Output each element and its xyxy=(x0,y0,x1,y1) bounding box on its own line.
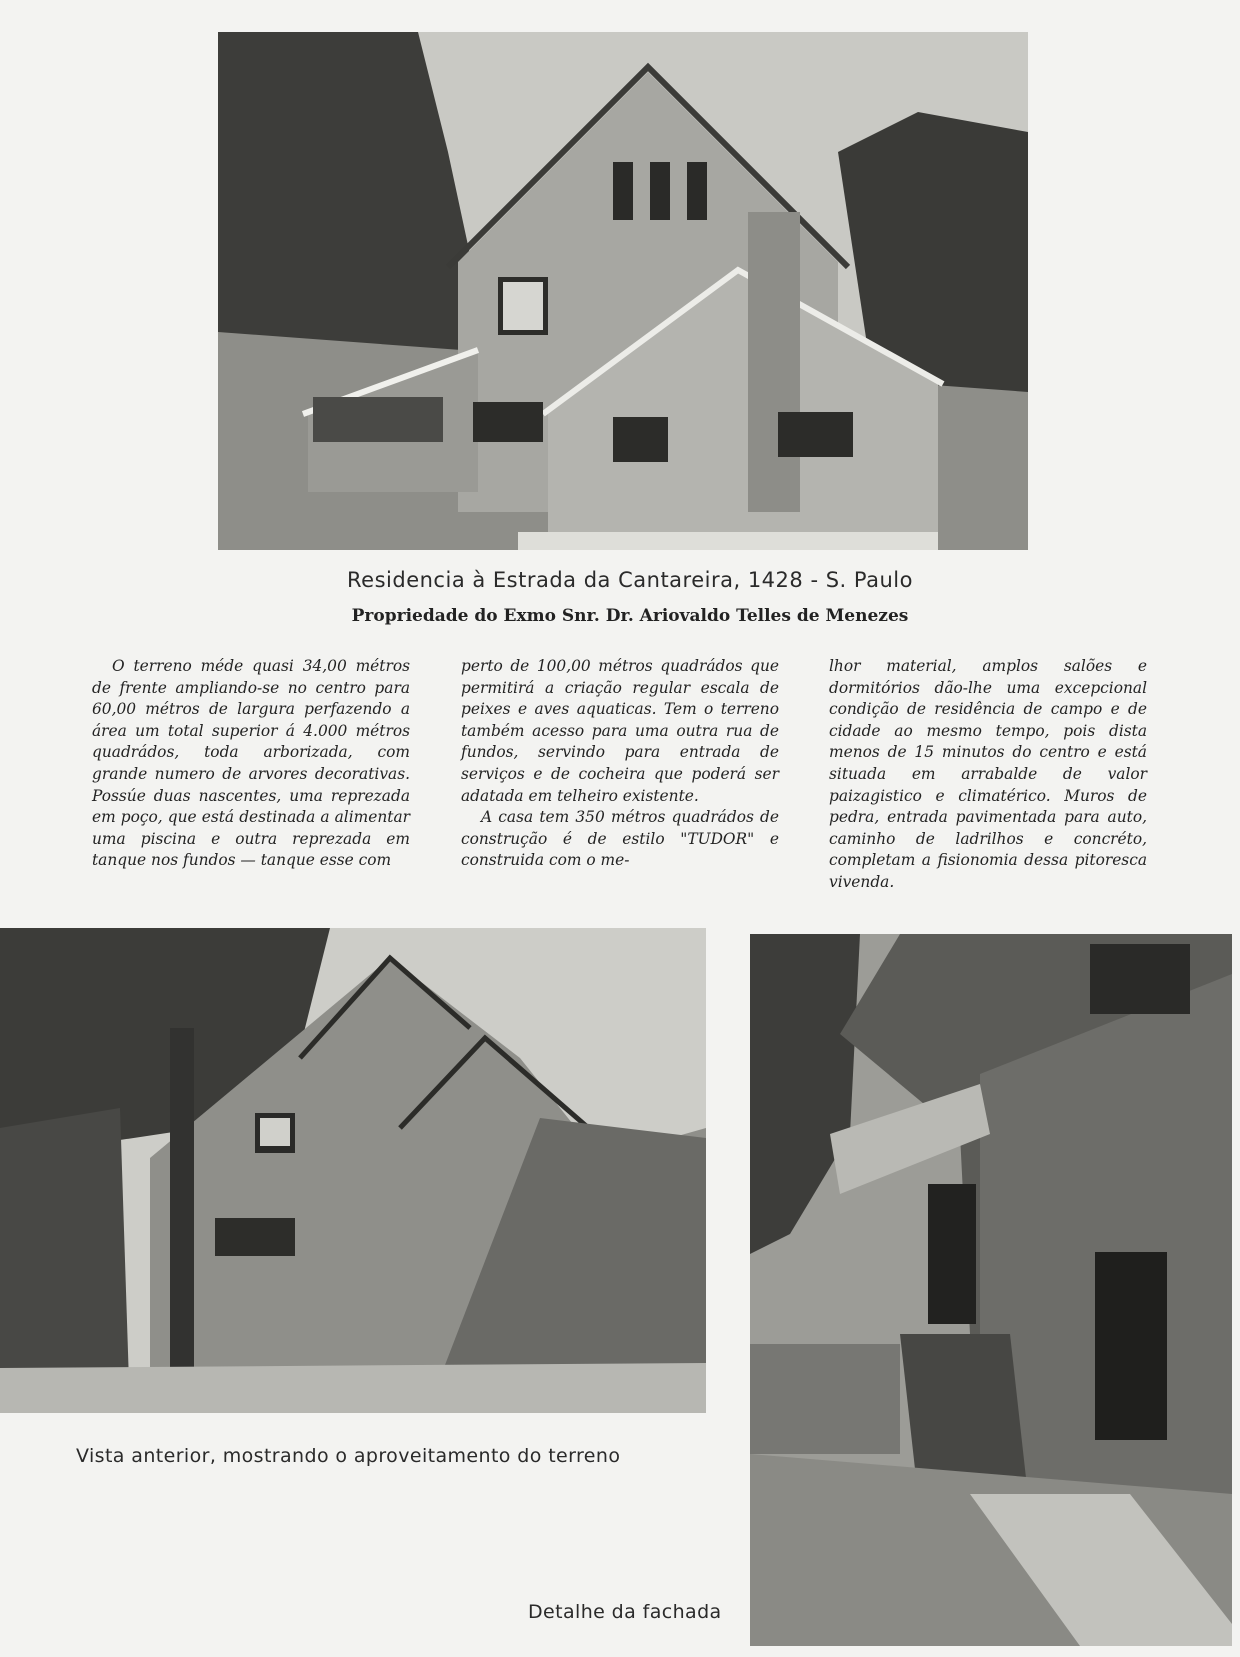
article-paragraph: A casa tem 350 métros quadrádos de construção é de estilo "TUDOR" e construida com o me- xyxy=(461,808,779,870)
top-photo-title: Residencia à Estrada da Cantareira, 1428 - S. Paulo xyxy=(347,568,913,592)
article-column-3 xyxy=(829,656,1147,894)
article-paragraph: perto de 100,00 métros quadrádos que permitirá a criação regular escala de peixes e aves aquaticas. Tem o terreno também acesso para uma outra rua de fundos, servindo para entrada de serviços e de cocheira que poderá ser adatada em telheiro existente. xyxy=(461,657,779,805)
bottom-right-caption: Detalhe da fachada xyxy=(528,1601,722,1623)
bottom-left-caption: Vista anterior, mostrando o aproveitamento do terreno xyxy=(76,1445,621,1467)
top-photo-subtitle: Propriedade do Exmo Snr. Dr. Ariovaldo Telles de Menezes xyxy=(351,606,909,626)
house-front-photo xyxy=(218,32,1028,550)
article-column-2 xyxy=(461,656,779,872)
article-paragraph: lhor material, amplos salões e dormitórios dão-lhe uma excepcional condição de residência de campo e de cidade ao mesmo tempo, pois dista menos de 15 minutos do centro e está situada em arrabalde de valor paizagistico e climatérico. Muros de pedra, entrada pavimentada para auto, caminho de ladrilhos e concréto, completam a fisionomia dessa pitoresca vivenda. xyxy=(829,657,1147,891)
house-side-photo xyxy=(0,928,706,1413)
article-paragraph: O terreno méde quasi 34,00 métros de frente ampliando-se no centro para 60,00 métros de largura perfazendo a área um total superior á 4.000 métros quadrádos, toda arborizada, com grande numero de arvores decorativas. Possúe duas nascentes, uma reprezada em poço, que está destinada a alimentar uma piscina e outra reprezada em tanque nos fundos — tanque esse com xyxy=(92,657,410,870)
article-column-1 xyxy=(92,656,410,872)
facade-detail-photo xyxy=(750,934,1232,1646)
